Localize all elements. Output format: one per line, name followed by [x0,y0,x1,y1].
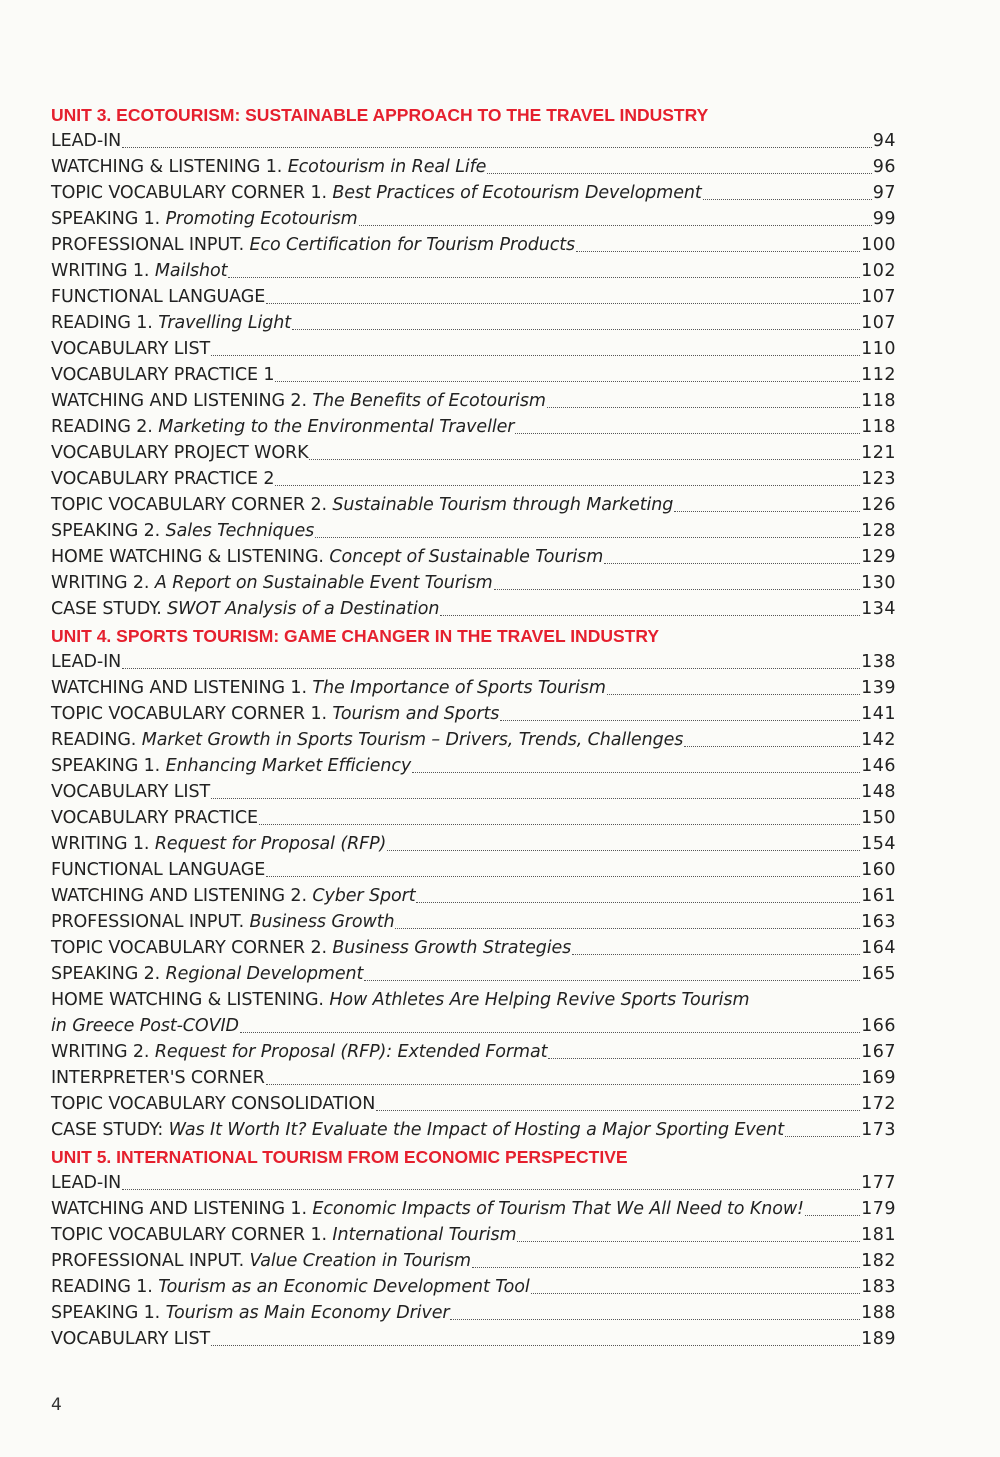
entry-page-number: 134 [861,599,896,619]
dot-leader [364,980,860,981]
entry-title [51,1091,375,1117]
toc-entry[interactable] [51,1117,896,1143]
entry-section-label: VOCABULARY PROJECT WORK [51,443,309,463]
entry-title [51,1196,804,1222]
entry-section-label: WRITING 2. [51,573,155,593]
entry-page-number: 112 [861,365,896,385]
entry-title [51,935,571,961]
entry-subtitle: Cyber Sport [312,886,416,906]
entry-section-label: TOPIC VOCABULARY CONSOLIDATION [51,1094,376,1114]
entry-title [51,701,499,727]
entry-title [51,1065,265,1091]
toc-entry[interactable] [51,909,896,935]
toc-entry[interactable] [51,310,896,336]
entry-page-number: 183 [861,1277,896,1297]
dot-leader [572,954,860,955]
toc-entry[interactable] [51,544,896,570]
entry-page-number: 160 [861,860,896,880]
entry-page-number: 146 [861,756,896,776]
entry-section-label: LEAD-IN [51,1173,122,1193]
toc-entry[interactable] [51,701,896,727]
entry-section-label: TOPIC VOCABULARY CORNER 2. [51,495,333,515]
toc-entry[interactable] [51,1039,896,1065]
toc-entry[interactable] [51,284,896,310]
dot-leader [500,720,860,721]
entry-page-number: 142 [861,730,896,750]
entry-title [51,440,308,466]
toc-entry[interactable] [51,675,896,701]
entry-section-label: CASE STUDY: [51,1120,169,1140]
dot-leader [607,694,860,695]
entry-page-number: 189 [861,1329,896,1349]
dot-leader [122,668,860,669]
entry-subtitle: Request for Proposal (RFP): Extended Format [154,1042,548,1062]
toc-entry[interactable] [51,727,896,753]
entry-title [51,727,683,753]
dot-leader [275,381,860,382]
entry-title [51,570,493,596]
entry-page-number: 161 [861,886,896,906]
entry-page-number: 148 [861,782,896,802]
dot-leader [259,824,860,825]
entry-section-label: VOCABULARY PRACTICE 2 [51,469,275,489]
entry-section-label: SPEAKING 1. [51,756,166,776]
entry-section-label: WATCHING AND LISTENING 1. [51,678,313,698]
entry-section-label: INTERPRETER'S CORNER [51,1068,265,1088]
entry-section-label: WRITING 2. [51,1042,155,1062]
entry-section-label: READING 1. [51,313,159,333]
toc-entry[interactable] [51,857,896,883]
entry-page-number: 179 [861,1199,896,1219]
dot-leader [412,772,860,773]
dot-leader [487,173,871,174]
toc-entry[interactable] [51,935,896,961]
dot-leader [576,251,860,252]
entry-section-label: TOPIC VOCABULARY CORNER 2. [51,938,333,958]
entry-page-number: 139 [861,678,896,698]
entry-subtitle: Was It Worth It? Evaluate the Impact of Hosting a Major Sporting Event [168,1120,785,1140]
entry-title [51,206,358,232]
entry-page-number: 138 [861,652,896,672]
dot-leader [315,537,860,538]
entry-section-label: PROFESSIONAL INPUT. [51,912,250,932]
toc-entry[interactable] [51,1170,896,1196]
entry-title [51,883,415,909]
entry-title [51,336,210,362]
dot-leader [785,1136,860,1137]
dot-leader [604,563,860,564]
toc-entry[interactable] [51,883,896,909]
toc-entry[interactable] [51,518,896,544]
dot-leader [122,147,872,148]
entry-page-number: 150 [861,808,896,828]
entry-title [51,128,121,154]
toc-entry[interactable] [51,1222,896,1248]
toc-entry[interactable] [51,1248,896,1274]
entry-section-label: CASE STUDY. [51,599,168,619]
entry-section-label: VOCABULARY LIST [51,339,211,359]
entry-page-number: 164 [861,938,896,958]
dot-leader [211,798,860,799]
toc-entry[interactable] [51,753,896,779]
toc-entry[interactable] [51,987,896,1013]
dot-leader [228,277,860,278]
entry-page-number: 123 [861,469,896,489]
dot-leader [266,1084,860,1085]
entry-title [51,258,227,284]
entry-section-label: READING 2. [51,417,159,437]
entry-title [51,180,702,206]
entry-page-number: 188 [861,1303,896,1323]
entry-section-label: VOCABULARY LIST [51,782,211,802]
entry-section-label: TOPIC VOCABULARY CORNER 1. [51,704,333,724]
toc-entry[interactable] [51,258,896,284]
entry-page-number: 169 [861,1068,896,1088]
entry-section-label: SPEAKING 2. [51,521,166,541]
entry-title [51,388,546,414]
entry-subtitle: Request for Proposal (RFP) [154,834,387,854]
entry-page-number: 130 [861,573,896,593]
entry-page-number: 128 [861,521,896,541]
entry-section-label: SPEAKING 1. [51,209,166,229]
dot-leader [275,485,860,486]
toc-entry-continuation[interactable] [51,1013,896,1039]
toc-entry[interactable] [51,466,896,492]
toc-entry[interactable] [51,362,896,388]
entry-title [51,1117,784,1143]
entry-page-number: 102 [861,261,896,281]
entry-title [51,1300,449,1326]
entry-subtitle: Value Creation in Tourism [249,1251,471,1271]
dot-leader [309,459,860,460]
toc-entry[interactable] [51,961,896,987]
entry-title [51,961,363,987]
entry-subtitle: Promoting Ecotourism [165,209,358,229]
dot-leader [517,1241,860,1242]
entry-title [51,154,486,180]
toc-entry[interactable] [51,206,896,232]
entry-subtitle: The Importance of Sports Tourism [312,678,606,698]
entry-title [51,1326,210,1352]
entry-section-label: HOME WATCHING & LISTENING. [51,990,330,1010]
entry-section-label: WATCHING AND LISTENING 2. [51,391,313,411]
toc-entry[interactable] [51,128,896,154]
toc-entry[interactable] [51,779,896,805]
entry-page-number: 141 [861,704,896,724]
toc-entry[interactable] [51,180,896,206]
dot-leader [122,1189,860,1190]
entry-section-label: WRITING 1. [51,261,155,281]
entry-title [51,518,314,544]
entry-subtitle-continuation: in Greece Post-COVID [51,1016,239,1036]
entry-page-number: 163 [861,912,896,932]
dot-leader [266,303,860,304]
entry-page-number: 182 [861,1251,896,1271]
toc-entry[interactable] [51,414,896,440]
entry-subtitle: Concept of Sustainable Tourism [329,547,604,567]
toc-entry[interactable] [51,336,896,362]
entry-section-label: SPEAKING 1. [51,1303,166,1323]
entry-page-number: 167 [861,1042,896,1062]
unit-heading: UNIT 5. INTERNATIONAL TOURISM FROM ECONOMIC PERSPECTIVE [51,1147,628,1167]
entry-title [51,649,121,675]
toc-entry[interactable] [51,388,896,414]
entry-title [51,831,386,857]
entry-subtitle: How Athletes Are Helping Revive Sports Tourism [329,990,750,1010]
entry-section-label: TOPIC VOCABULARY CORNER 1. [51,1225,333,1245]
entry-subtitle: Business Growth Strategies [332,938,572,958]
toc-entry[interactable] [51,440,896,466]
entry-subtitle: Economic Impacts of Tourism That We All Need to Know! [312,1199,804,1219]
entry-page-number: 110 [861,339,896,359]
entry-subtitle: Mailshot [154,261,228,281]
dot-leader [703,199,872,200]
dot-leader [211,1345,860,1346]
dot-leader [376,1110,860,1111]
entry-title [51,1274,530,1300]
entry-subtitle: A Report on Sustainable Event Tourism [154,573,493,593]
entry-page-number: 96 [872,157,896,177]
entry-page-number: 129 [861,547,896,567]
entry-page-number: 94 [872,131,896,151]
entry-section-label: FUNCTIONAL LANGUAGE [51,860,266,880]
entry-section-label: WATCHING AND LISTENING 2. [51,886,313,906]
entry-page-number: 118 [861,391,896,411]
entry-section-label: WATCHING & LISTENING 1. [51,157,288,177]
entry-title [51,310,291,336]
entry-page-number: 121 [861,443,896,463]
entry-subtitle: SWOT Analysis of a Destination [167,599,440,619]
entry-section-label: FUNCTIONAL LANGUAGE [51,287,266,307]
toc-entry[interactable] [51,1091,896,1117]
page-number: 4 [51,1395,62,1415]
dot-leader [211,355,860,356]
entry-title [51,909,394,935]
dot-leader [440,615,860,616]
entry-page-number: 107 [861,287,896,307]
entry-subtitle: Best Practices of Ecotourism Development [332,183,702,203]
entry-section-label: VOCABULARY PRACTICE [51,808,258,828]
entry-subtitle: Market Growth in Sports Tourism – Drivers, Trends, Challenges [141,730,684,750]
entry-subtitle: Sales Techniques [165,521,315,541]
entry-page-number: 166 [861,1016,896,1036]
dot-leader [805,1215,860,1216]
entry-page-number: 172 [861,1094,896,1114]
dot-leader [472,1267,860,1268]
entry-title [51,232,575,258]
entry-subtitle: Eco Certification for Tourism Products [249,235,575,255]
entry-subtitle: Sustainable Tourism through Marketing [332,495,674,515]
entry-section-label: PROFESSIONAL INPUT. [51,235,250,255]
entry-page-number: 181 [861,1225,896,1245]
entry-section-label: READING. [51,730,142,750]
entry-section-label: WATCHING AND LISTENING 1. [51,1199,313,1219]
dot-leader [266,876,860,877]
entry-title [51,492,673,518]
entry-subtitle: Enhancing Market Efficiency [165,756,412,776]
toc-entry[interactable] [51,831,896,857]
toc-entry[interactable] [51,649,896,675]
entry-title [51,596,439,622]
entry-page-number: 100 [861,235,896,255]
toc-entry[interactable] [51,1065,896,1091]
entry-subtitle: Business Growth [249,912,395,932]
entry-subtitle: The Benefits of Ecotourism [312,391,546,411]
toc-entry[interactable] [51,1196,896,1222]
entry-subtitle: Travelling Light [158,313,291,333]
entry-subtitle: Marketing to the Environmental Traveller [158,417,515,437]
entry-section-label: READING 1. [51,1277,159,1297]
entry-page-number: 97 [872,183,896,203]
toc-entry[interactable] [51,805,896,831]
entry-section-label: SPEAKING 2. [51,964,166,984]
entry-title [51,857,265,883]
toc-entry[interactable] [51,492,896,518]
dot-leader [531,1293,860,1294]
toc-entry[interactable] [51,596,896,622]
toc-entry[interactable] [51,1274,896,1300]
entry-subtitle: Regional Development [165,964,364,984]
unit-heading: UNIT 4. SPORTS TOURISM: GAME CHANGER IN THE TRAVEL INDUSTRY [51,626,659,646]
entry-subtitle: International Tourism [332,1225,517,1245]
entry-title [51,779,210,805]
entry-title [51,1248,471,1274]
entry-section-label: HOME WATCHING & LISTENING. [51,547,330,567]
entry-section-label: TOPIC VOCABULARY CORNER 1. [51,183,333,203]
entry-page-number: 165 [861,964,896,984]
entry-page-number: 177 [861,1173,896,1193]
toc-entry[interactable] [51,1326,896,1352]
entry-page-number: 154 [861,834,896,854]
entry-page-number: 126 [861,495,896,515]
entry-subtitle: Tourism as Main Economy Driver [165,1303,450,1323]
entry-title [51,1039,547,1065]
dot-leader [416,902,860,903]
dot-leader [395,928,860,929]
toc-entry[interactable] [51,1300,896,1326]
entry-section-label: VOCABULARY LIST [51,1329,211,1349]
entry-page-number: 99 [872,209,896,229]
dot-leader [548,1058,860,1059]
dot-leader [547,407,860,408]
dot-leader [494,589,861,590]
entry-title [51,544,603,570]
dot-leader [359,225,872,226]
table-of-contents [51,101,896,1352]
entry-title [51,675,606,701]
entry-title [51,284,265,310]
dot-leader [240,1032,860,1033]
entry-page-number: 173 [861,1120,896,1140]
entry-subtitle: Ecotourism in Real Life [287,157,487,177]
entry-title [51,414,514,440]
dot-leader [292,329,860,330]
dot-leader [674,511,860,512]
entry-title [51,362,274,388]
entry-title [51,987,749,1013]
entry-title [51,753,411,779]
toc-entry[interactable] [51,232,896,258]
entry-title [51,805,258,831]
toc-entry[interactable] [51,154,896,180]
entry-subtitle: Tourism as an Economic Development Tool [158,1277,530,1297]
dot-leader [387,850,860,851]
entry-section-label: LEAD-IN [51,652,122,672]
entry-section-label: WRITING 1. [51,834,155,854]
entry-page-number: 107 [861,313,896,333]
entry-subtitle: Tourism and Sports [332,704,500,724]
toc-entry[interactable] [51,570,896,596]
entry-title [51,466,274,492]
dot-leader [450,1319,860,1320]
entry-section-label: LEAD-IN [51,131,122,151]
entry-page-number: 118 [861,417,896,437]
entry-section-label: VOCABULARY PRACTICE 1 [51,365,275,385]
entry-title [51,1170,121,1196]
entry-title [51,1222,516,1248]
entry-section-label: PROFESSIONAL INPUT. [51,1251,250,1271]
unit-heading: UNIT 3. ECOTOURISM: SUSTAINABLE APPROACH TO THE TRAVEL INDUSTRY [51,105,709,125]
dot-leader [684,746,860,747]
dot-leader [515,433,860,434]
